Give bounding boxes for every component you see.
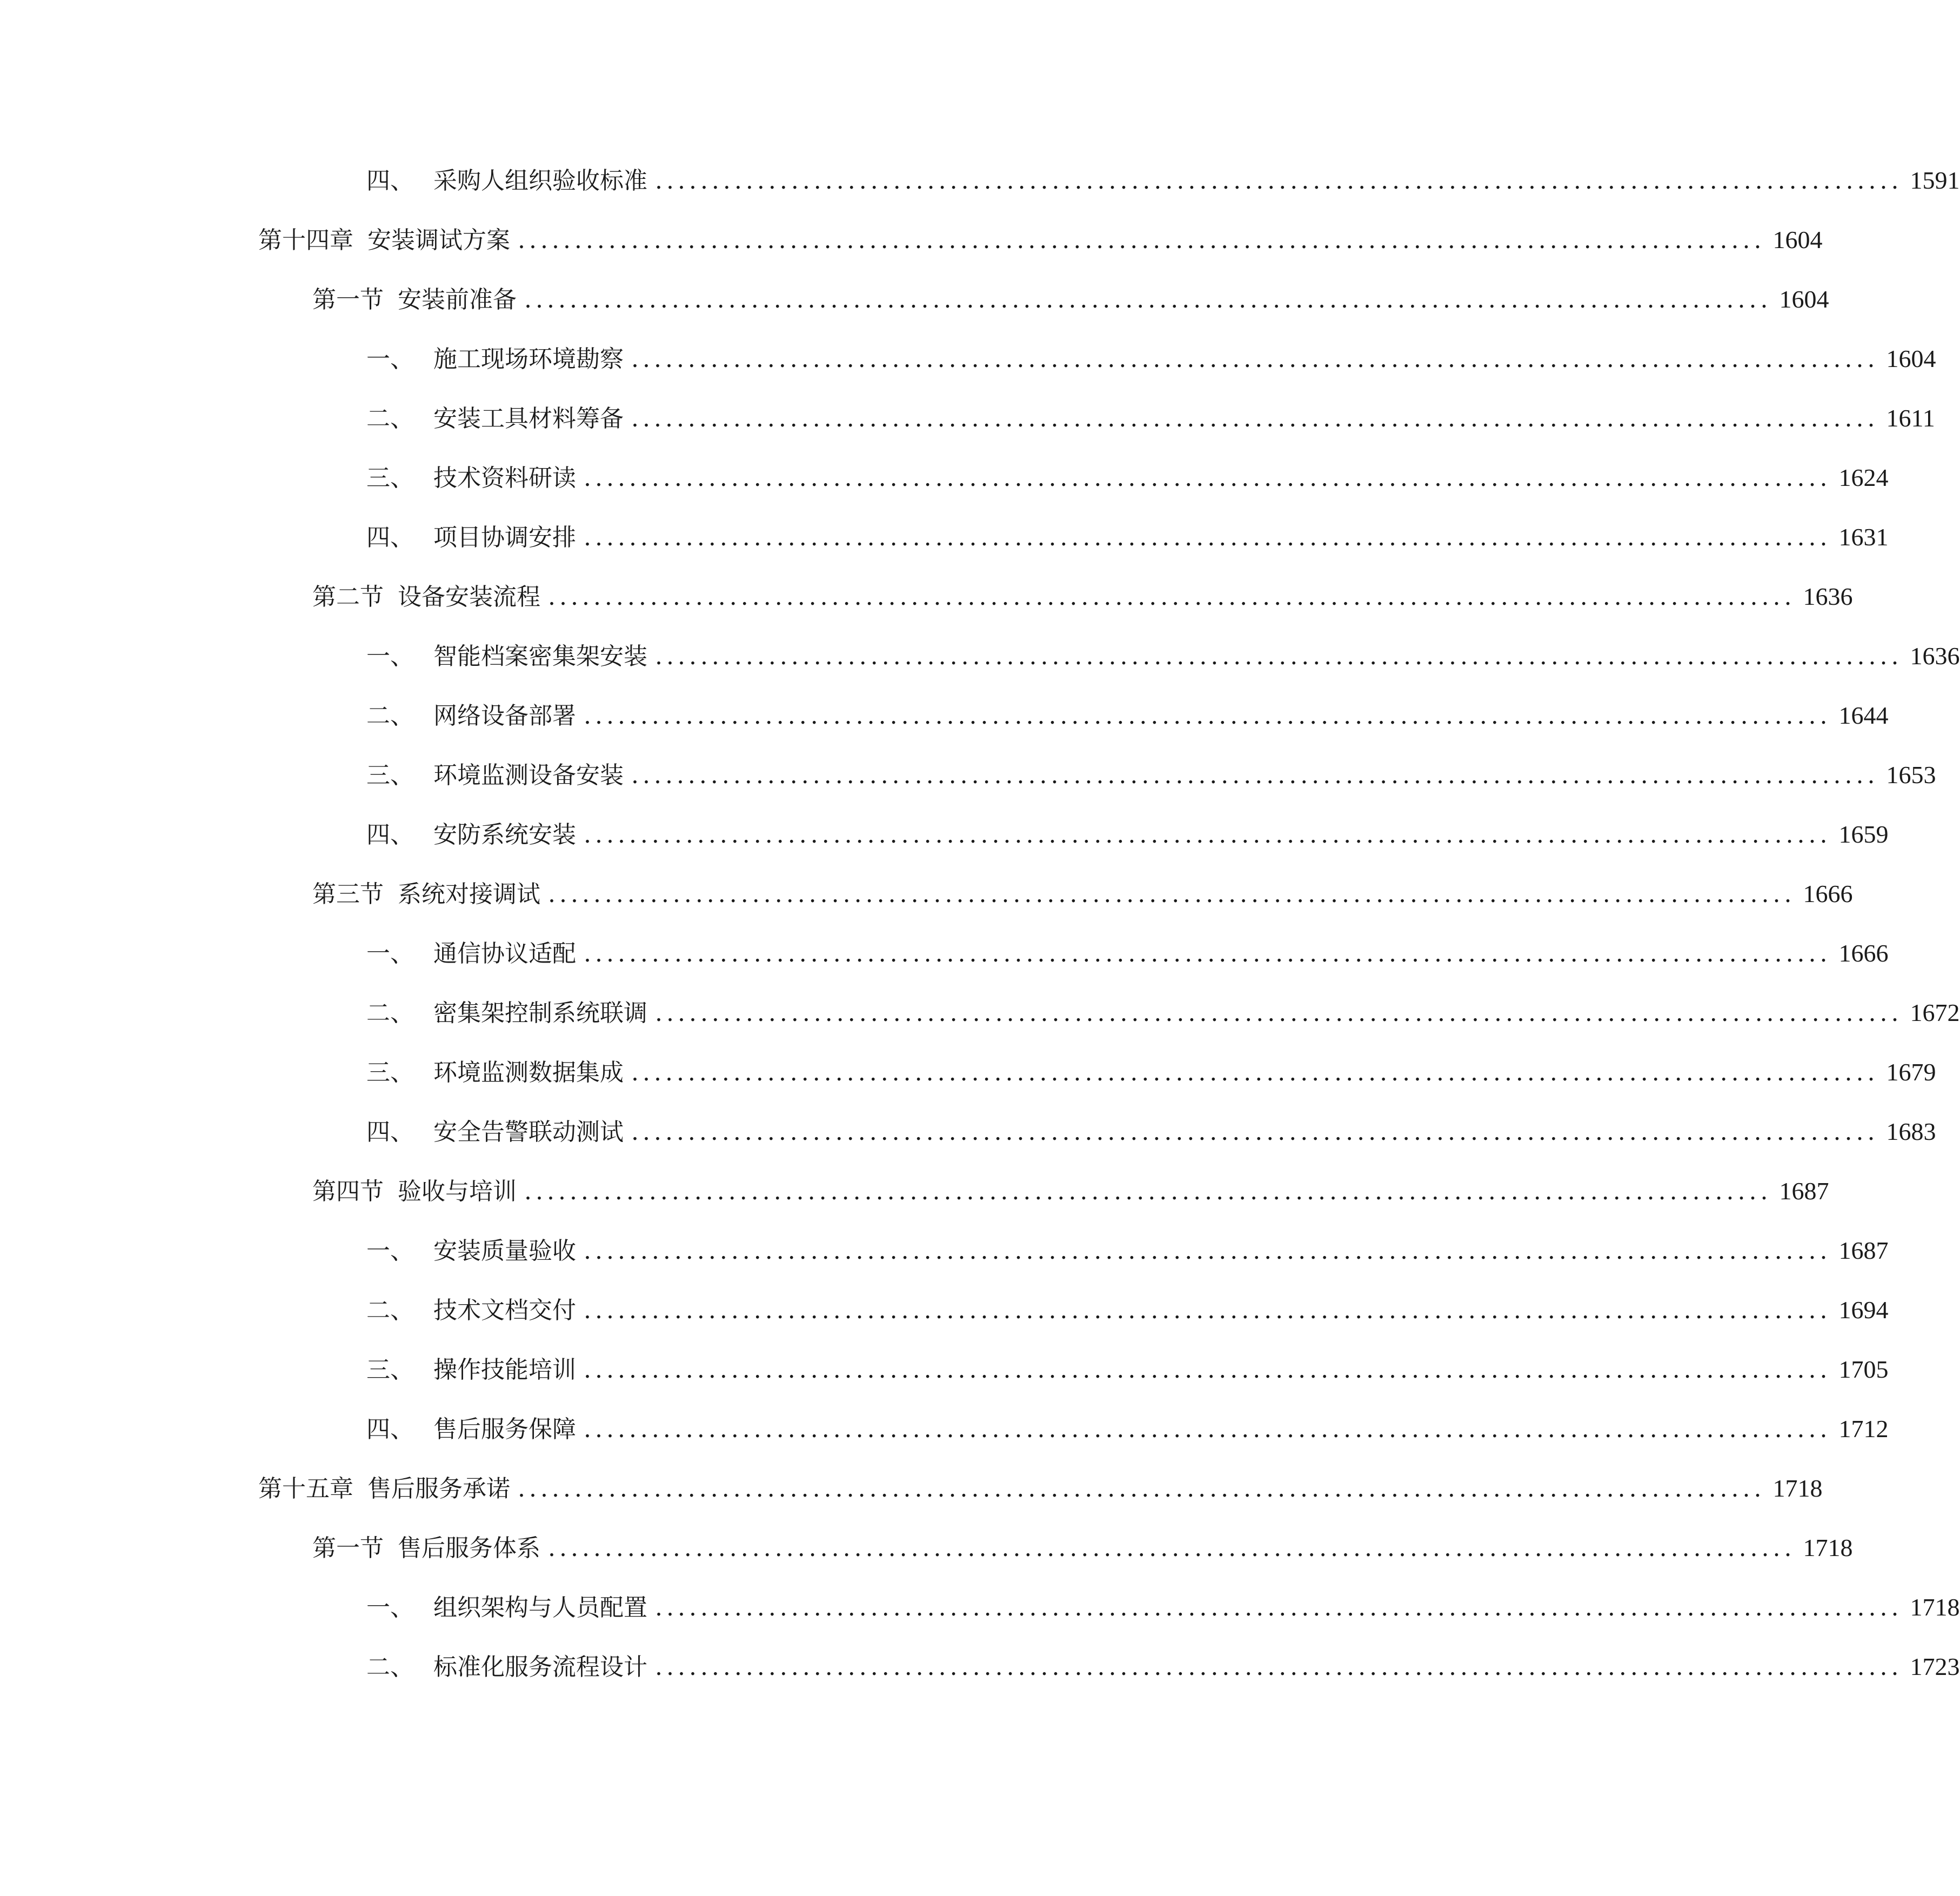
toc-entry[interactable]	[366, 1350, 1889, 1389]
toc-entry-page: 1666	[1803, 880, 1853, 907]
toc-entry[interactable]	[366, 1410, 1889, 1448]
toc-entry[interactable]	[312, 577, 1853, 616]
toc-entry-title: 网络设备部署	[433, 702, 576, 730]
toc-entry-page: 1705	[1838, 1356, 1889, 1383]
toc-entry[interactable]	[312, 874, 1853, 913]
toc-entry-number: 第四节	[312, 1178, 384, 1205]
toc-entry-page: 1666	[1838, 939, 1889, 967]
toc-entry[interactable]	[366, 1588, 1960, 1627]
toc-leader-dots: ..............................................................................................................	[584, 1237, 1831, 1265]
toc-leader-dots: ..............................................................................................................	[524, 1178, 1772, 1205]
toc-entry-number: 三、	[366, 464, 414, 492]
toc-entry[interactable]	[366, 1053, 1936, 1092]
toc-entry-title: 项目协调安排	[433, 524, 576, 551]
toc-entry-page: 1718	[1803, 1534, 1853, 1561]
toc-entry-page: 1718	[1772, 1474, 1823, 1502]
toc-entry-page: 1636	[1910, 642, 1960, 670]
toc-entry-title: 环境监测数据集成	[433, 1059, 624, 1086]
toc-entry-number: 第一节	[312, 286, 384, 313]
toc-entry-title: 安防系统安装	[433, 821, 576, 849]
toc-entry-page: 1604	[1886, 345, 1936, 372]
toc-entry[interactable]	[366, 1112, 1936, 1151]
toc-entry-title: 采购人组织验收标准	[433, 167, 647, 195]
toc-entry-page: 1636	[1803, 583, 1853, 610]
toc-leader-dots: ..............................................................................................................	[631, 1059, 1879, 1086]
toc-entry-number: 一、	[366, 643, 414, 670]
toc-entry[interactable]	[366, 815, 1889, 854]
toc-entry-title: 标准化服务流程设计	[433, 1653, 647, 1681]
toc-entry-number: 三、	[366, 1356, 414, 1384]
toc-entry-number: 第一节	[312, 1534, 384, 1562]
toc-entry-title: 通信协议适配	[433, 940, 576, 967]
toc-entry-page: 1591	[1910, 166, 1960, 194]
toc-leader-dots: ..............................................................................................................	[655, 643, 1903, 670]
toc-entry-number: 四、	[366, 821, 414, 849]
toc-entry[interactable]	[366, 161, 1960, 200]
toc-leader-dots: ..............................................................................................................	[584, 1297, 1831, 1324]
toc-entry-title: 安装工具材料筹备	[433, 405, 624, 432]
toc-leader-dots: ..............................................................................................................	[548, 880, 1796, 908]
toc-leader-dots: ..............................................................................................................	[631, 405, 1879, 432]
toc-entry-page: 1624	[1838, 464, 1889, 491]
toc-entry-number: 一、	[366, 345, 414, 373]
toc-leader-dots: ..............................................................................................................	[584, 1416, 1831, 1443]
toc-entry-title: 设备安装流程	[398, 583, 540, 611]
toc-leader-dots: ..............................................................................................................	[631, 762, 1879, 789]
toc-entry[interactable]	[366, 1647, 1960, 1686]
toc-entry[interactable]	[366, 339, 1936, 378]
toc-leader-dots: ..............................................................................................................	[518, 226, 1765, 254]
toc-entry-page: 1679	[1886, 1058, 1936, 1086]
toc-entry-title: 验收与培训	[398, 1178, 517, 1205]
toc-entry-number: 一、	[366, 1594, 414, 1621]
toc-entry-page: 1644	[1838, 702, 1889, 729]
toc-entry-title: 系统对接调试	[398, 880, 540, 908]
toc-entry-number: 四、	[366, 1118, 414, 1146]
toc-leader-dots: ..............................................................................................................	[655, 1653, 1903, 1681]
toc-entry-page: 1723	[1910, 1653, 1960, 1680]
toc-leader-dots: ..............................................................................................................	[584, 1356, 1831, 1384]
toc-leader-dots: ..............................................................................................................	[584, 464, 1831, 492]
toc-leader-dots: ..............................................................................................................	[524, 286, 1772, 313]
toc-leader-dots: ..............................................................................................................	[548, 1534, 1796, 1562]
toc-entry[interactable]	[366, 518, 1889, 557]
toc-entry-title: 安装调试方案	[367, 226, 510, 254]
toc-entry-number: 一、	[366, 940, 414, 967]
toc-entry-title: 安装质量验收	[433, 1237, 576, 1265]
toc-entry[interactable]	[312, 280, 1829, 319]
toc-entry-number: 四、	[366, 167, 414, 195]
toc-entry-title: 环境监测设备安装	[433, 762, 624, 789]
toc-entry[interactable]	[366, 458, 1889, 497]
toc-entry-number: 三、	[366, 1059, 414, 1086]
toc-entry-page: 1631	[1838, 523, 1889, 551]
toc-entry-number: 第十五章	[258, 1475, 353, 1503]
toc-entry-number: 二、	[366, 1297, 414, 1324]
toc-entry-number: 第三节	[312, 880, 384, 908]
toc-entry-title: 售后服务体系	[398, 1534, 540, 1562]
toc-entry-title: 售后服务承诺	[367, 1475, 510, 1503]
toc-entry-page: 1712	[1838, 1415, 1889, 1443]
toc-entry[interactable]	[366, 399, 1935, 438]
toc-leader-dots: ..............................................................................................................	[631, 345, 1879, 373]
toc-entry-number: 二、	[366, 702, 414, 730]
toc-leader-dots: ..............................................................................................................	[584, 940, 1831, 967]
toc-entry-title: 安装前准备	[398, 286, 517, 313]
toc-entry-number: 第十四章	[258, 226, 353, 254]
toc-entry[interactable]	[312, 1172, 1829, 1211]
toc-entry-title: 组织架构与人员配置	[433, 1594, 647, 1621]
toc-entry-page: 1694	[1838, 1296, 1889, 1324]
toc-entry[interactable]	[366, 1291, 1889, 1330]
toc-entry-page: 1604	[1772, 226, 1823, 253]
toc-entry-title: 售后服务保障	[433, 1416, 576, 1443]
toc-entry-title: 操作技能培训	[433, 1356, 576, 1384]
toc-entry-number: 二、	[366, 1653, 414, 1681]
toc-entry-page: 1718	[1910, 1593, 1960, 1621]
toc-leader-dots: ..............................................................................................................	[518, 1475, 1765, 1503]
toc-entry-number: 二、	[366, 405, 414, 432]
toc-leader-dots: ..............................................................................................................	[631, 1118, 1879, 1146]
toc-entry[interactable]	[312, 1528, 1853, 1567]
toc-leader-dots: ..............................................................................................................	[655, 167, 1903, 195]
toc-leader-dots: ..............................................................................................................	[584, 702, 1831, 730]
toc-entry-title: 安全告警联动测试	[433, 1118, 624, 1146]
toc-entry[interactable]	[258, 1469, 1823, 1508]
toc-entry-page: 1683	[1886, 1118, 1936, 1145]
toc-leader-dots: ..............................................................................................................	[584, 524, 1831, 551]
toc-entry-number: 第二节	[312, 583, 384, 611]
toc-entry[interactable]	[258, 221, 1823, 259]
toc-leader-dots: ..............................................................................................................	[655, 999, 1903, 1027]
toc-entry-page: 1611	[1886, 404, 1935, 432]
toc-entry[interactable]	[366, 696, 1889, 735]
toc-entry-number: 二、	[366, 999, 414, 1027]
toc-entry-title: 技术资料研读	[433, 464, 576, 492]
toc-entry-page: 1687	[1779, 1177, 1829, 1205]
toc-entry-title: 密集架控制系统联调	[433, 999, 647, 1027]
toc-entry[interactable]	[366, 756, 1936, 795]
toc-entry-page: 1672	[1910, 999, 1960, 1026]
toc-entry-title: 技术文档交付	[433, 1297, 576, 1324]
toc-leader-dots: ..............................................................................................................	[655, 1594, 1903, 1621]
toc-leader-dots: ..............................................................................................................	[584, 821, 1831, 849]
toc-entry-page: 1687	[1838, 1237, 1889, 1264]
toc-leader-dots: ..............................................................................................................	[548, 583, 1796, 611]
toc-entry[interactable]	[366, 637, 1960, 676]
toc-entry-number: 一、	[366, 1237, 414, 1265]
toc-entry-title: 智能档案密集架安装	[433, 643, 647, 670]
toc-entry-page: 1604	[1779, 285, 1829, 313]
toc-entry-number: 四、	[366, 524, 414, 551]
toc-entry[interactable]	[366, 1231, 1889, 1270]
toc-entry-number: 四、	[366, 1416, 414, 1443]
toc-entry-number: 三、	[366, 762, 414, 789]
toc-entry[interactable]	[366, 934, 1889, 973]
toc-entry-page: 1659	[1838, 820, 1889, 848]
toc-entry-title: 施工现场环境勘察	[433, 345, 624, 373]
toc-entry[interactable]	[366, 993, 1960, 1032]
toc-entry-page: 1653	[1886, 761, 1936, 789]
